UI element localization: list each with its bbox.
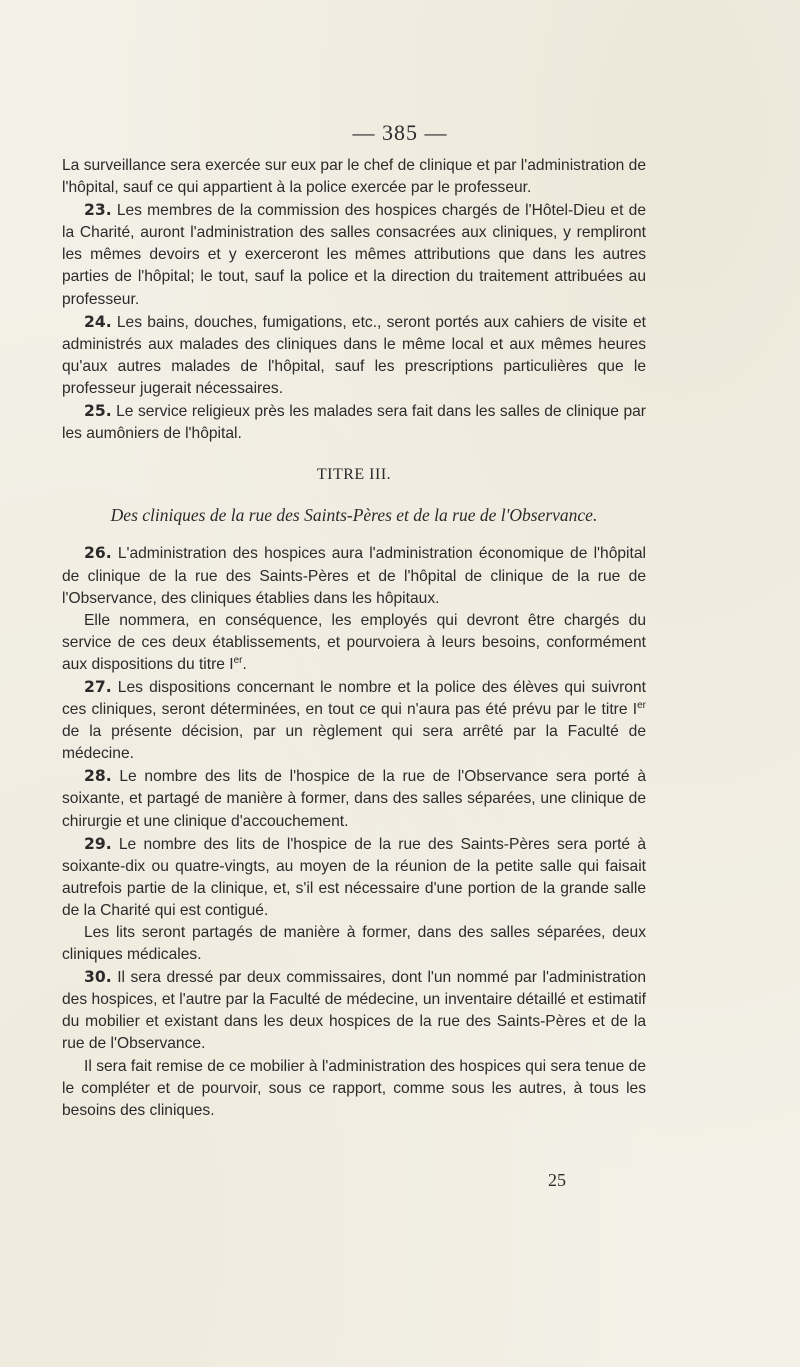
body-text [62, 155, 646, 1122]
article-text: Les bains, douches, fumigations, etc., seront portés aux cahiers de visite et administrés aux malades des cliniques dans le même local et aux mêmes heures qu'aux autres malades de l'hôpital, sauf les prescriptions particulières que le professeur jugerait nécessaires. [62, 313, 646, 397]
article-30-continuation: Il sera fait remise de ce mobilier à l'administration des hospices qui sera tenue de le compléter et de pourvoir, sous ce rapport, comme sous les autres, à tous les besoins des cliniques. [62, 1057, 646, 1119]
article-text: L'administration des hospices aura l'administration économique de l'hôpital de clinique de la rue des Saints-Pères et de l'hôpital de clinique de la rue de l'Observance, des cliniques établies dans les hôpitaux. [62, 545, 646, 607]
paragraph-continuation: La surveillance sera exercée sur eux par le chef de clinique et par l'administration de l'hôpital, sauf ce qui appartient à la police exercée par le professeur. [62, 157, 646, 197]
article-26-continuation [62, 610, 646, 676]
article-27 [62, 676, 646, 765]
article-25 [62, 400, 646, 445]
article-number: 26. [84, 544, 112, 563]
article-text: Les membres de la commission des hospices chargés de l'Hôtel-Dieu et de la Charité, auront l'administration des salles consacrées aux cliniques, y rempliront les mêmes devoirs et y exerceront les mêmes attributions que dans les autres parties de l'hôpital; le tout, sauf la police et la direction du traitement attribuées au professeur. [62, 202, 646, 308]
article-number: 24. [84, 312, 112, 331]
article-number: 27. [84, 677, 112, 696]
article-28 [62, 765, 646, 832]
article-29 [62, 833, 646, 922]
article-text: Le nombre des lits de l'hospice de la rue de l'Observance sera porté à soixante, et partagé de manière à former, dans des salles séparées, une clinique de chirurgie et une clinique d'accouchement. [62, 768, 646, 830]
page-number-header: — 385 — [352, 120, 448, 145]
article-number: 28. [84, 767, 112, 786]
article-number: 25. [84, 402, 112, 421]
section-title: TITRE III. [316, 466, 392, 484]
article-text: Les dispositions concernant le nombre et la police des élèves qui suivront ces cliniques, seront déterminées, en tout ce qui n'aura pas été prévu par le titre I [62, 678, 646, 719]
article-24 [62, 311, 646, 400]
article-text: Il sera dressé par deux commissaires, dont l'un nommé par l'administration des hospices, et l'autre par la Faculté de médecine, un inventaire détaillé et estimatif du mobilier et existant dans les deux hospices de la rue des Saints-Pères et de la rue de l'Observance. [62, 969, 646, 1053]
printer-signature: 25 [548, 1170, 566, 1190]
article-text-end: . [242, 655, 247, 673]
article-26 [62, 542, 646, 609]
section-subtitle: Des cliniques de la rue des Saints-Pères et de la rue de l'Observance. [110, 505, 598, 526]
article-29-continuation: Les lits seront partagés de manière à former, dans des salles séparées, deux cliniques médicales. [62, 924, 646, 964]
article-text: Le service religieux près les malades sera fait dans les salles de clinique par les aumôniers de l'hôpital. [62, 403, 646, 443]
article-text: Le nombre des lits de l'hospice de la rue des Saints-Pères sera porté à soixante-dix ou quatre-vingts, au moyen de la réunion de la petite salle qui faisait autrefois partie de la clinique, et, s'il est nécessaire d'une portion de la grande salle de la Charité qui est contigué. [62, 835, 646, 919]
article-number: 30. [84, 968, 112, 987]
article-23 [62, 199, 646, 310]
article-number: 29. [84, 834, 112, 853]
superscript: er [637, 699, 646, 711]
article-number: 23. [84, 201, 112, 220]
article-text-end: de la présente décision, par un règlement qui sera arrêté par la Faculté de médecine. [62, 723, 646, 763]
article-text: Elle nommera, en conséquence, les employés qui devront être chargés du service de ces deux établissements, et pourvoiera à leurs besoins, conformément aux dispositions du titre I [62, 611, 646, 673]
superscript: er [233, 654, 243, 666]
article-30 [62, 966, 646, 1055]
